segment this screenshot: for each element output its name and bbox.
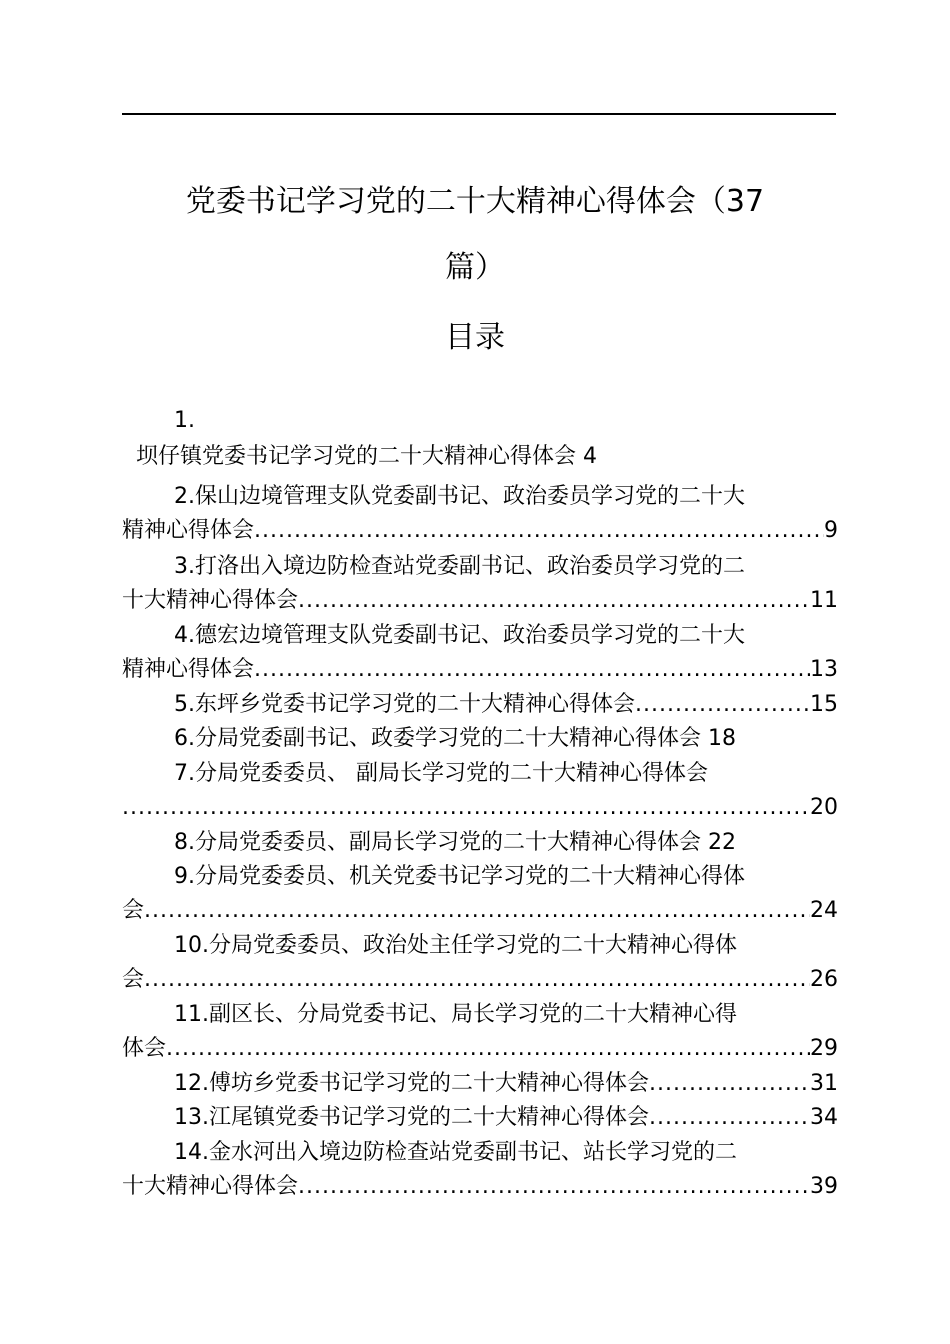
toc-leader-dots [635, 688, 810, 722]
toc-entry-title: 金水河出入境边防检查站党委副书记、站长学习党的二 [209, 1140, 738, 1165]
toc-leader-dots [166, 1032, 810, 1066]
toc-entry-page: 34 [810, 1105, 838, 1130]
toc-entry-title: 副区长、分局党委书记、局长学习党的二十大精神心得 [209, 1002, 738, 1027]
toc-entry-number: 2. [174, 484, 195, 509]
toc-entry-number: 13. [174, 1105, 209, 1130]
toc-entry-page: 9 [824, 518, 838, 543]
toc-entry-page: 20 [810, 795, 838, 820]
toc-entry-page: 4 [583, 444, 598, 469]
toc-heading: 目录 [445, 320, 505, 355]
toc-entry-number: 12. [174, 1071, 209, 1096]
toc-entry-1-number[interactable] [122, 404, 838, 438]
toc-entry-title-cont: 精神心得体会 [122, 518, 255, 543]
toc-entry-number: 10. [174, 933, 209, 958]
toc-entry-10-cont[interactable] [122, 963, 838, 997]
toc-entry-page: 29 [810, 1036, 838, 1061]
toc-entry-number: 1. [174, 408, 195, 433]
toc-entry-title: 江尾镇党委书记学习党的二十大精神心得体会 [209, 1105, 650, 1130]
toc-entry-title: 坝仔镇党委书记学习党的二十大精神心得体会 [136, 444, 577, 469]
toc-entry-page: 18 [708, 726, 737, 751]
toc-entry-11-cont[interactable] [122, 1032, 838, 1066]
toc-entry-title-cont: 十大精神心得体会 [122, 1174, 299, 1199]
document-title-line1: 党委书记学习党的二十大精神心得体会（37 [185, 184, 765, 219]
toc-leader-dots [649, 1101, 810, 1135]
toc-entry-11[interactable] [122, 998, 838, 1032]
toc-entry-number: 8. [174, 830, 195, 855]
toc-entry-page: 15 [810, 692, 838, 717]
toc-entry-number: 6. [174, 726, 195, 751]
toc-entry-4-cont[interactable] [122, 653, 838, 687]
toc-entry-title: 德宏边境管理支队党委副书记、政治委员学习党的二十大 [195, 623, 746, 648]
toc-entry-number: 4. [174, 623, 195, 648]
toc-entry-7[interactable] [122, 757, 838, 791]
toc-entry-page: 31 [810, 1071, 838, 1096]
toc-entry-number: 9. [174, 864, 195, 889]
header-rule [122, 113, 836, 115]
toc-entry-title-cont: 会 [122, 898, 145, 923]
toc-entry-title: 分局党委委员、机关党委书记学习党的二十大精神心得体 [195, 864, 746, 889]
toc-entry-4[interactable] [122, 619, 838, 653]
toc-entry-title: 分局党委委员、副局长学习党的二十大精神心得体会 [195, 830, 702, 855]
toc-entry-title: 分局党委委员、政治处主任学习党的二十大精神心得体 [209, 933, 738, 958]
toc-entry-number: 3. [174, 554, 195, 579]
toc-entry-14-cont[interactable] [122, 1170, 838, 1204]
toc-leader-dots [144, 963, 810, 997]
toc-leader-dots [122, 791, 810, 825]
toc-entry-title-cont: 十大精神心得体会 [122, 588, 299, 613]
toc-leader-dots [298, 584, 810, 618]
toc-entry-page: 22 [708, 830, 737, 855]
toc-entry-1[interactable] [122, 440, 838, 474]
toc-entry-9[interactable] [122, 860, 838, 894]
toc-entry-number: 5. [174, 692, 195, 717]
toc-entry-number: 14. [174, 1140, 209, 1165]
toc-entry-5[interactable] [122, 688, 838, 722]
toc-leader-dots [144, 894, 810, 928]
toc-entry-7-cont[interactable] [122, 791, 838, 825]
toc-leader-dots [254, 653, 810, 687]
toc-leader-dots [298, 1170, 810, 1204]
toc-entry-12[interactable] [122, 1067, 838, 1101]
toc-entry-title: 分局党委副书记、政委学习党的二十大精神心得体会 [195, 726, 702, 751]
toc-entry-14[interactable] [122, 1136, 838, 1170]
toc-entry-number: 7. [174, 761, 195, 786]
toc-entry-title: 打洛出入境边防检查站党委副书记、政治委员学习党的二 [195, 554, 746, 579]
toc-entry-page: 13 [810, 657, 838, 682]
toc-entry-3[interactable] [122, 550, 838, 584]
toc-entry-2-cont[interactable] [122, 514, 838, 548]
toc-leader-dots [649, 1067, 810, 1101]
toc-entry-page: 39 [810, 1174, 838, 1199]
toc-entry-number: 11. [174, 1002, 209, 1027]
toc-entry-page: 24 [810, 898, 838, 923]
toc-leader-dots [254, 514, 824, 548]
toc-entry-page: 26 [810, 967, 838, 992]
toc-entry-title: 分局党委委员、 副局长学习党的二十大精神心得体会 [195, 761, 708, 786]
toc-entry-page: 11 [810, 588, 838, 613]
toc-entry-title: 保山边境管理支队党委副书记、政治委员学习党的二十大 [195, 484, 746, 509]
toc-entry-title-cont: 会 [122, 967, 145, 992]
toc-entry-title-cont: 精神心得体会 [122, 657, 255, 682]
toc-entry-10[interactable] [122, 929, 838, 963]
toc-entry-13[interactable] [122, 1101, 838, 1135]
toc-entry-6[interactable] [122, 722, 838, 756]
toc-entry-8[interactable] [122, 826, 838, 860]
toc-entry-2[interactable] [122, 480, 838, 514]
document-title-line2: 篇） [445, 250, 505, 285]
toc-entry-9-cont[interactable] [122, 894, 838, 928]
toc-entry-title-cont: 体会 [122, 1036, 167, 1061]
toc-entry-title: 傅坊乡党委书记学习党的二十大精神心得体会 [209, 1071, 650, 1096]
toc-entry-title: 东坪乡党委书记学习党的二十大精神心得体会 [195, 692, 636, 717]
toc-entry-3-cont[interactable] [122, 584, 838, 618]
